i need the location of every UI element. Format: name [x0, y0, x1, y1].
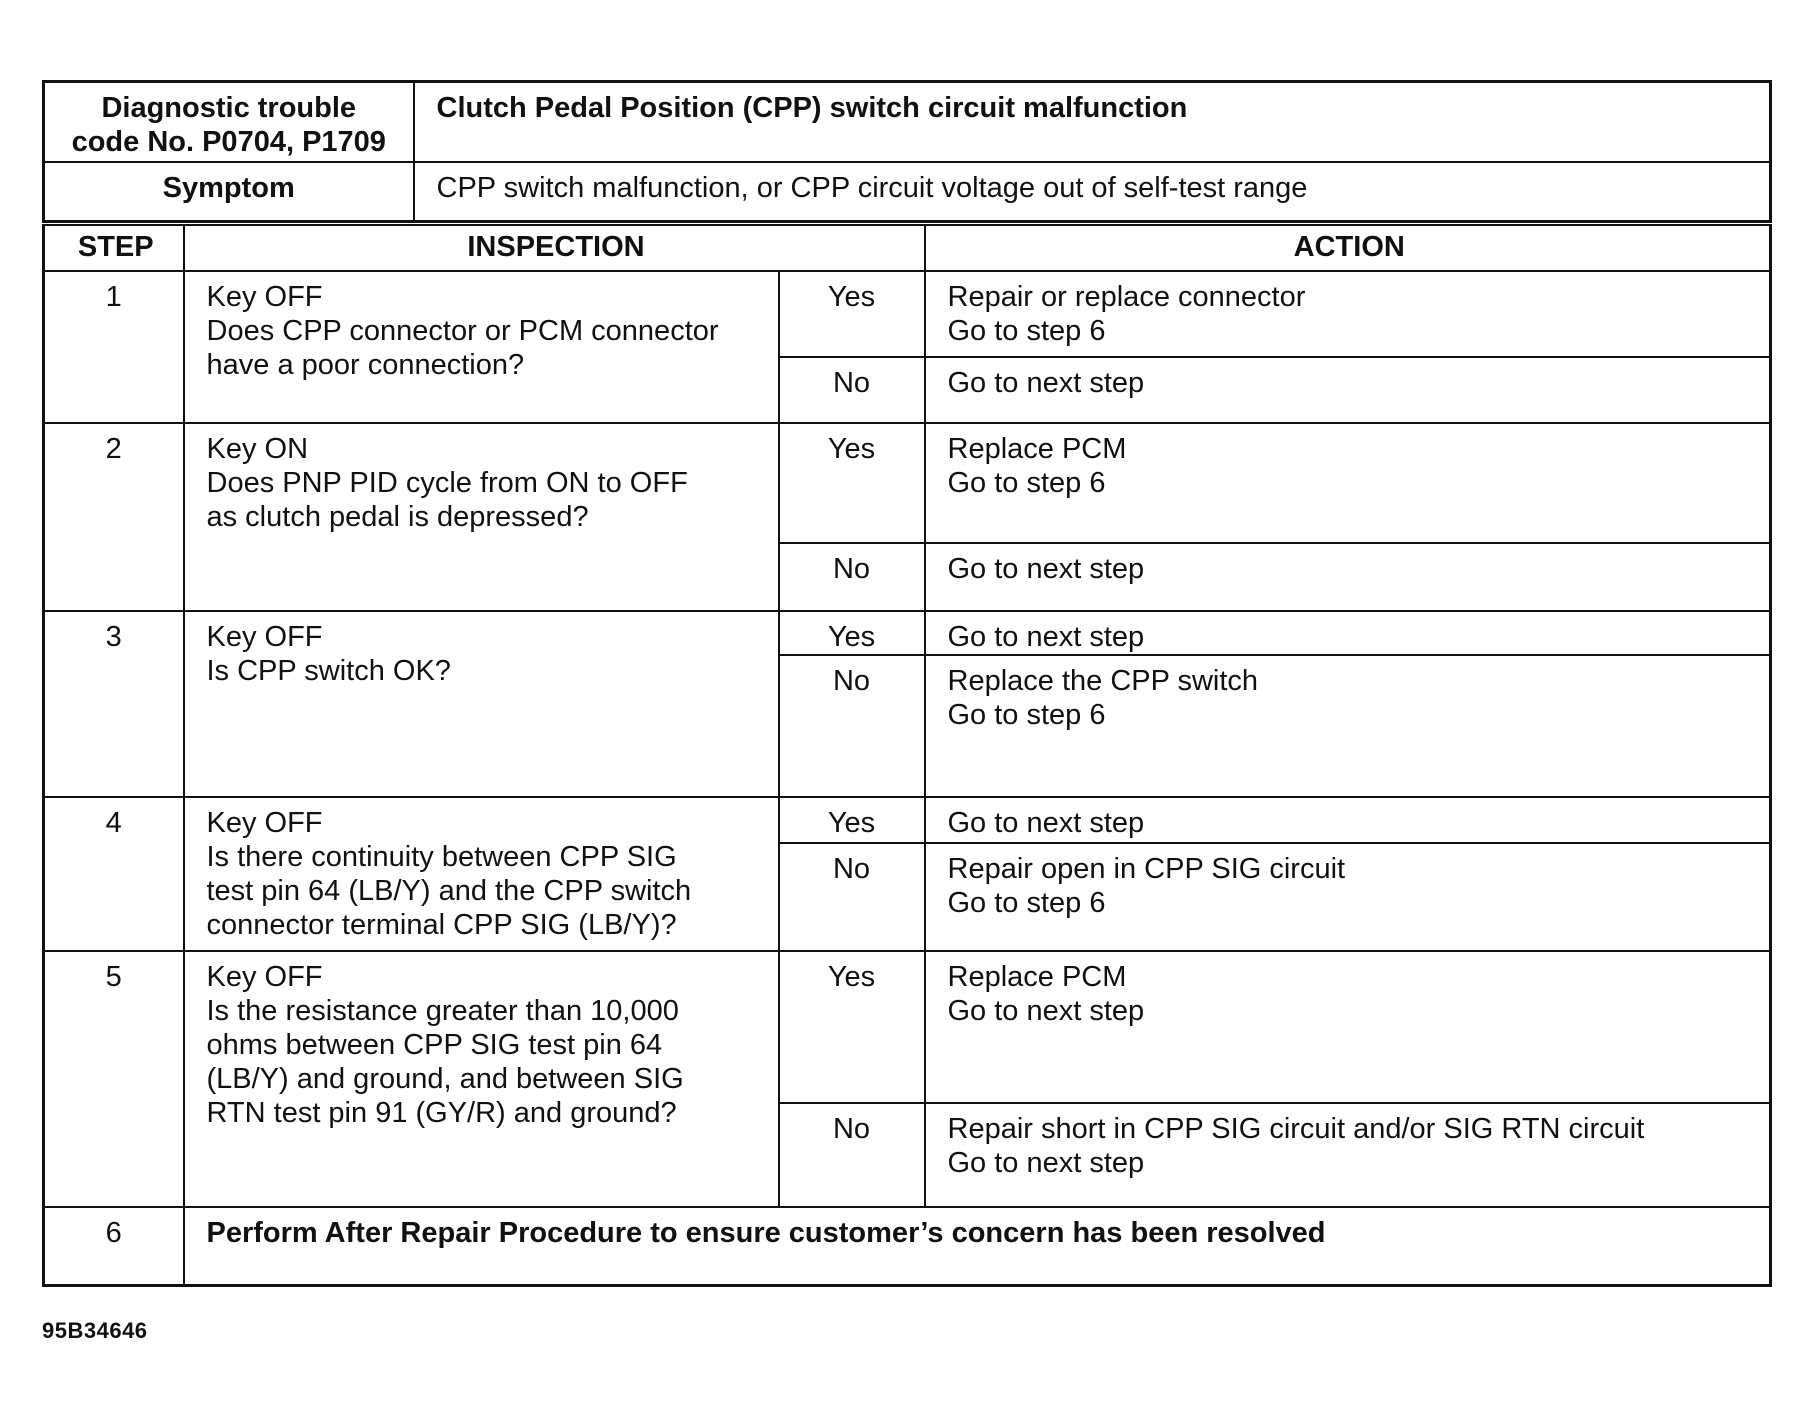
action-line: Go to next step [947, 621, 1145, 653]
no-action-cell [925, 357, 1771, 423]
yes-action-cell [925, 271, 1771, 357]
inspection-cell [184, 611, 779, 797]
inspection-line: Key OFF [206, 621, 323, 653]
yes-action-cell [925, 951, 1771, 1103]
no-action-cell [925, 543, 1771, 611]
yes-label: Yes [779, 423, 925, 543]
action-line: Replace PCM [947, 961, 1127, 993]
inspection-cell [184, 797, 779, 951]
inspection-line: Does CPP connector or PCM connector [206, 315, 719, 347]
no-label: No [779, 357, 925, 423]
inspection-line: Is the resistance greater than 10,000 [206, 995, 679, 1027]
no-label: No [779, 543, 925, 611]
step-number: 1 [44, 271, 184, 423]
dtc-label-line2: code No. P0704, P1709 [71, 126, 386, 158]
yes-action-cell [925, 797, 1771, 843]
inspection-line: have a poor connection? [206, 349, 525, 381]
step-number: 2 [44, 423, 184, 611]
action-line: Go to next step [947, 807, 1145, 839]
inspection-cell [184, 423, 779, 611]
figure-code: 95B34646 [42, 1318, 148, 1343]
no-label: No [779, 843, 925, 951]
action-line: Go to step 6 [947, 315, 1106, 347]
action-line: Go to step 6 [947, 887, 1106, 919]
dtc-header-table [42, 80, 1772, 223]
inspection-line: Does PNP PID cycle from ON to OFF [206, 467, 688, 499]
inspection-cell [184, 271, 779, 423]
inspection-line: connector terminal CPP SIG (LB/Y)? [206, 909, 677, 941]
inspection-line: Key OFF [206, 281, 323, 313]
dtc-label-cell [44, 82, 414, 162]
action-line: Go to next step [947, 995, 1145, 1027]
table-row [44, 797, 1771, 843]
symptom-text: CPP switch malfunction, or CPP circuit voltage out of self-test range [414, 162, 1771, 222]
inspection-line: ohms between CPP SIG test pin 64 [206, 1029, 663, 1061]
yes-label: Yes [779, 951, 925, 1103]
inspection-line: (LB/Y) and ground, and between SIG [206, 1063, 684, 1095]
action-line: Go to next step [947, 367, 1145, 399]
table-row [44, 611, 1771, 655]
action-line: Go to next step [947, 1147, 1145, 1179]
action-line: Replace the CPP switch [947, 665, 1259, 697]
diagnostic-steps-table [42, 224, 1772, 1287]
no-action-cell [925, 655, 1771, 797]
inspection-line: as clutch pedal is depressed? [206, 501, 589, 533]
inspection-line: Key OFF [206, 961, 323, 993]
inspection-line: Key OFF [206, 807, 323, 839]
inspection-line: Is there continuity between CPP SIG [206, 841, 677, 873]
column-header-action: ACTION [925, 225, 1771, 271]
table-row [44, 271, 1771, 357]
inspection-cell [184, 951, 779, 1207]
no-label: No [779, 1103, 925, 1207]
dtc-label-line1: Diagnostic trouble [101, 92, 357, 124]
action-line: Repair or replace connector [947, 281, 1306, 313]
action-line: Repair open in CPP SIG circuit [947, 853, 1346, 885]
column-header-inspection: INSPECTION [184, 225, 925, 271]
final-step-text: Perform After Repair Procedure to ensure customer’s concern has been resolved [184, 1207, 1771, 1285]
step-number: 6 [44, 1207, 184, 1285]
no-label: No [779, 655, 925, 797]
dtc-title: Clutch Pedal Position (CPP) switch circuit malfunction [414, 82, 1771, 162]
yes-label: Yes [779, 271, 925, 357]
table-row [44, 951, 1771, 1103]
step-number: 5 [44, 951, 184, 1207]
table-row [44, 423, 1771, 543]
yes-label: Yes [779, 797, 925, 843]
action-line: Replace PCM [947, 433, 1127, 465]
step-number: 4 [44, 797, 184, 951]
action-line: Repair short in CPP SIG circuit and/or SIG RTN circuit [947, 1113, 1645, 1145]
column-header-step: STEP [44, 225, 184, 271]
no-action-cell [925, 1103, 1771, 1207]
inspection-line: Key ON [206, 433, 309, 465]
inspection-line: Is CPP switch OK? [206, 655, 451, 687]
step-number: 3 [44, 611, 184, 797]
no-action-cell [925, 843, 1771, 951]
action-line: Go to step 6 [947, 699, 1106, 731]
steps-body [44, 271, 1771, 1285]
inspection-line: test pin 64 (LB/Y) and the CPP switch [206, 875, 692, 907]
yes-action-cell [925, 611, 1771, 655]
action-line: Go to next step [947, 553, 1145, 585]
yes-label: Yes [779, 611, 925, 655]
action-line: Go to step 6 [947, 467, 1106, 499]
inspection-line: RTN test pin 91 (GY/R) and ground? [206, 1097, 677, 1129]
symptom-label: Symptom [44, 162, 414, 222]
table-row [44, 1207, 1771, 1285]
yes-action-cell [925, 423, 1771, 543]
